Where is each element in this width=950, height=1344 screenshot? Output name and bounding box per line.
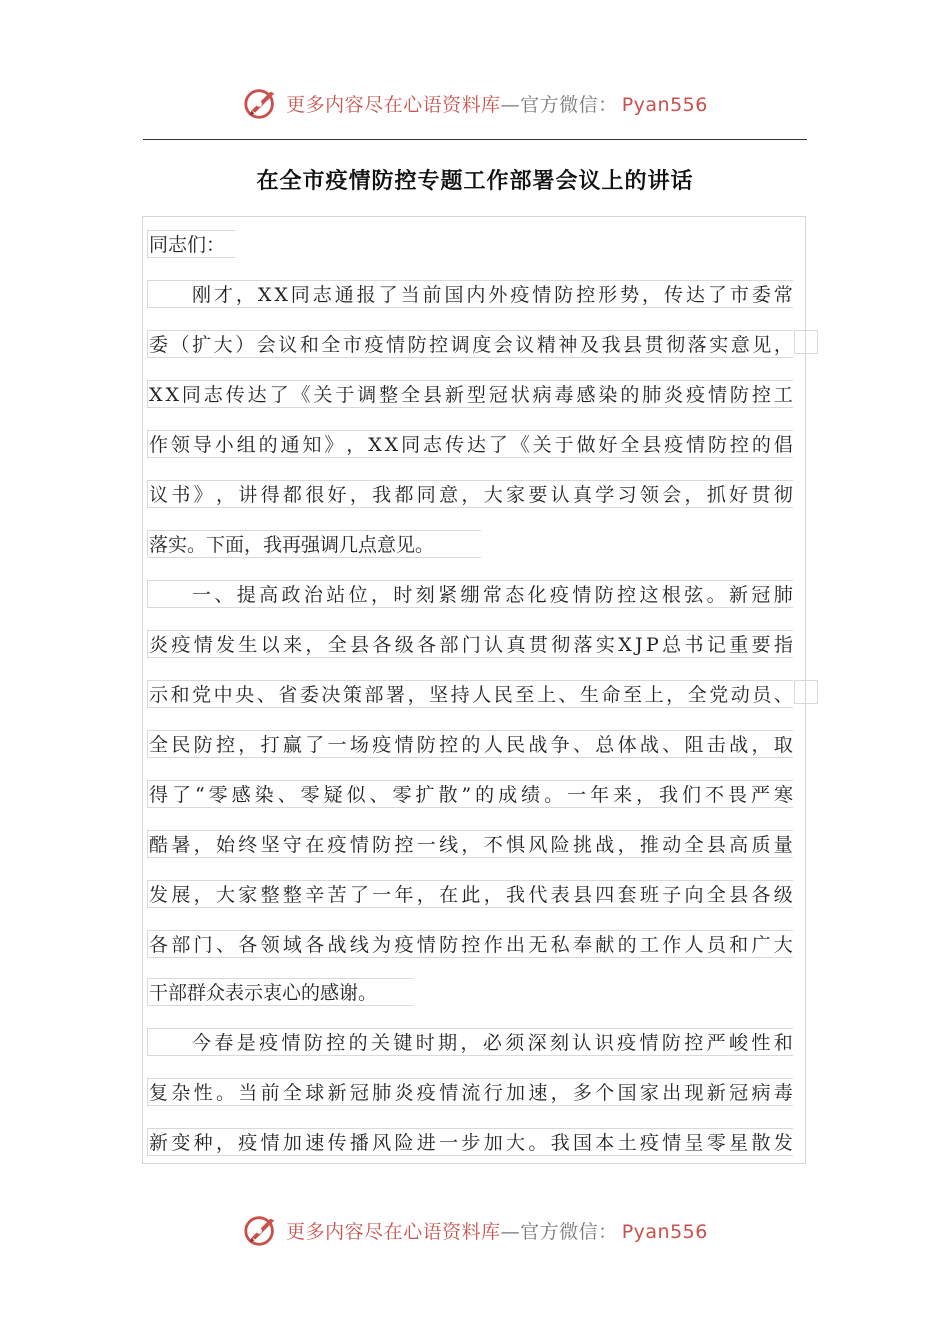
text-line: 炎 疫 情 发 生 以 来 ， 全 县 各 级 各 部 门 认 真 贯 彻 落 实 X J P 总 书 记 重 要 指 <box>147 630 793 658</box>
footer-watermark-banner <box>0 1205 950 1255</box>
text-line: 酷 暑 ， 始 终 坚 守 在 疫 情 防 控 一 线 ， 不 惧 风 险 挑 战 ， 推 动 全 县 高 质 量 <box>147 830 793 858</box>
text-line: 同志们： <box>147 230 235 258</box>
text-line: 复 杂 性 。 当 前 全 球 新 冠 肺 炎 疫 情 流 行 加 速 ， 多 个 国 家 出 现 新 冠 病 毒 <box>147 1078 793 1106</box>
text-line: 示 和 党 中 央 、 省 委 决 策 部 署 ， 坚 持 人 民 至 上 、 生 命 至 上 ， 全 党 动 员 、 <box>147 680 793 708</box>
text-line: 作 领 导 小 组 的 通 知 》 ， X X 同 志 传 达 了 《 关 于 做 好 全 县 疫 情 防 控 的 倡 <box>147 430 793 458</box>
overflow-marker <box>794 680 818 704</box>
text-line: 委 （ 扩 大 ） 会 议 和 全 市 疫 情 防 控 调 度 会 议 精 神 及 我 县 贯 彻 落 实 意 见 ， <box>147 330 793 358</box>
banner-link-text[interactable]: 更多内容尽在心语资料库 <box>286 1220 501 1243</box>
header-rule <box>143 139 807 140</box>
banner-separator: — <box>500 1220 521 1243</box>
text-line: 干部群众表示衷心的感谢。 <box>147 978 413 1006</box>
text-line: 发 展 ， 大 家 整 整 辛 苦 了 一 年 ， 在 此 ， 我 代 表 县 四 套 班 子 向 全 县 各 级 <box>147 880 793 908</box>
overflow-marker <box>794 330 818 354</box>
text-line: 全 民 防 控 ， 打 赢 了 一 场 疫 情 防 控 的 人 民 战 争 、 总 体 战 、 阻 击 战 ， 取 <box>147 730 793 758</box>
banner-separator: — <box>500 93 521 116</box>
text-line: 今 春 是 疫 情 防 控 的 关 键 时 期 ， 必 须 深 刻 认 识 疫 情 防 控 严 峻 性 和 <box>147 1028 793 1056</box>
pen-logo-icon <box>242 1211 280 1249</box>
banner-link-text[interactable]: 更多内容尽在心语资料库 <box>286 93 501 116</box>
pen-logo-icon <box>242 84 280 122</box>
banner-wechat-id: Pyan556 <box>621 1220 708 1243</box>
banner-wechat-id: Pyan556 <box>621 93 708 116</box>
document-title: 在全市疫情防控专题工作部署会议上的讲话 <box>256 169 694 194</box>
text-line: 落实。下面，我再强调几点意见。 <box>147 530 481 558</box>
text-line: 一 、 提 高 政 治 站 位 ， 时 刻 紧 绷 常 态 化 疫 情 防 控 这 根 弦 。 新 冠 肺 <box>147 580 793 608</box>
text-line: 议 书 》 ， 讲 得 都 很 好 ， 我 都 同 意 ， 大 家 要 认 真 学 习 领 会 ， 抓 好 贯 彻 <box>147 480 793 508</box>
header-watermark-banner <box>0 78 950 128</box>
text-line: 各 部 门 、 各 领 域 各 战 线 为 疫 情 防 控 作 出 无 私 奉 献 的 工 作 人 员 和 广 大 <box>147 930 793 958</box>
text-line: 得 了 “ 零 感 染 、 零 疑 似 、 零 扩 散 ” 的 成 绩 。 一 年 来 ， 我 们 不 畏 严 寒 <box>147 780 793 808</box>
text-line: X X 同 志 传 达 了 《 关 于 调 整 全 县 新 型 冠 状 病 毒 感 染 的 肺 炎 疫 情 防 控 工 <box>147 380 793 408</box>
banner-official-label: 官方微信： <box>520 1220 618 1243</box>
text-line: 刚 才 ， X X 同 志 通 报 了 当 前 国 内 外 疫 情 防 控 形 势 ， 传 达 了 市 委 常 <box>147 280 793 308</box>
banner-official-label: 官方微信： <box>520 93 618 116</box>
text-line: 新 变 种 ， 疫 情 加 速 传 播 风 险 进 一 步 加 大 。 我 国 本 土 疫 情 呈 零 星 散 发 <box>147 1128 793 1156</box>
